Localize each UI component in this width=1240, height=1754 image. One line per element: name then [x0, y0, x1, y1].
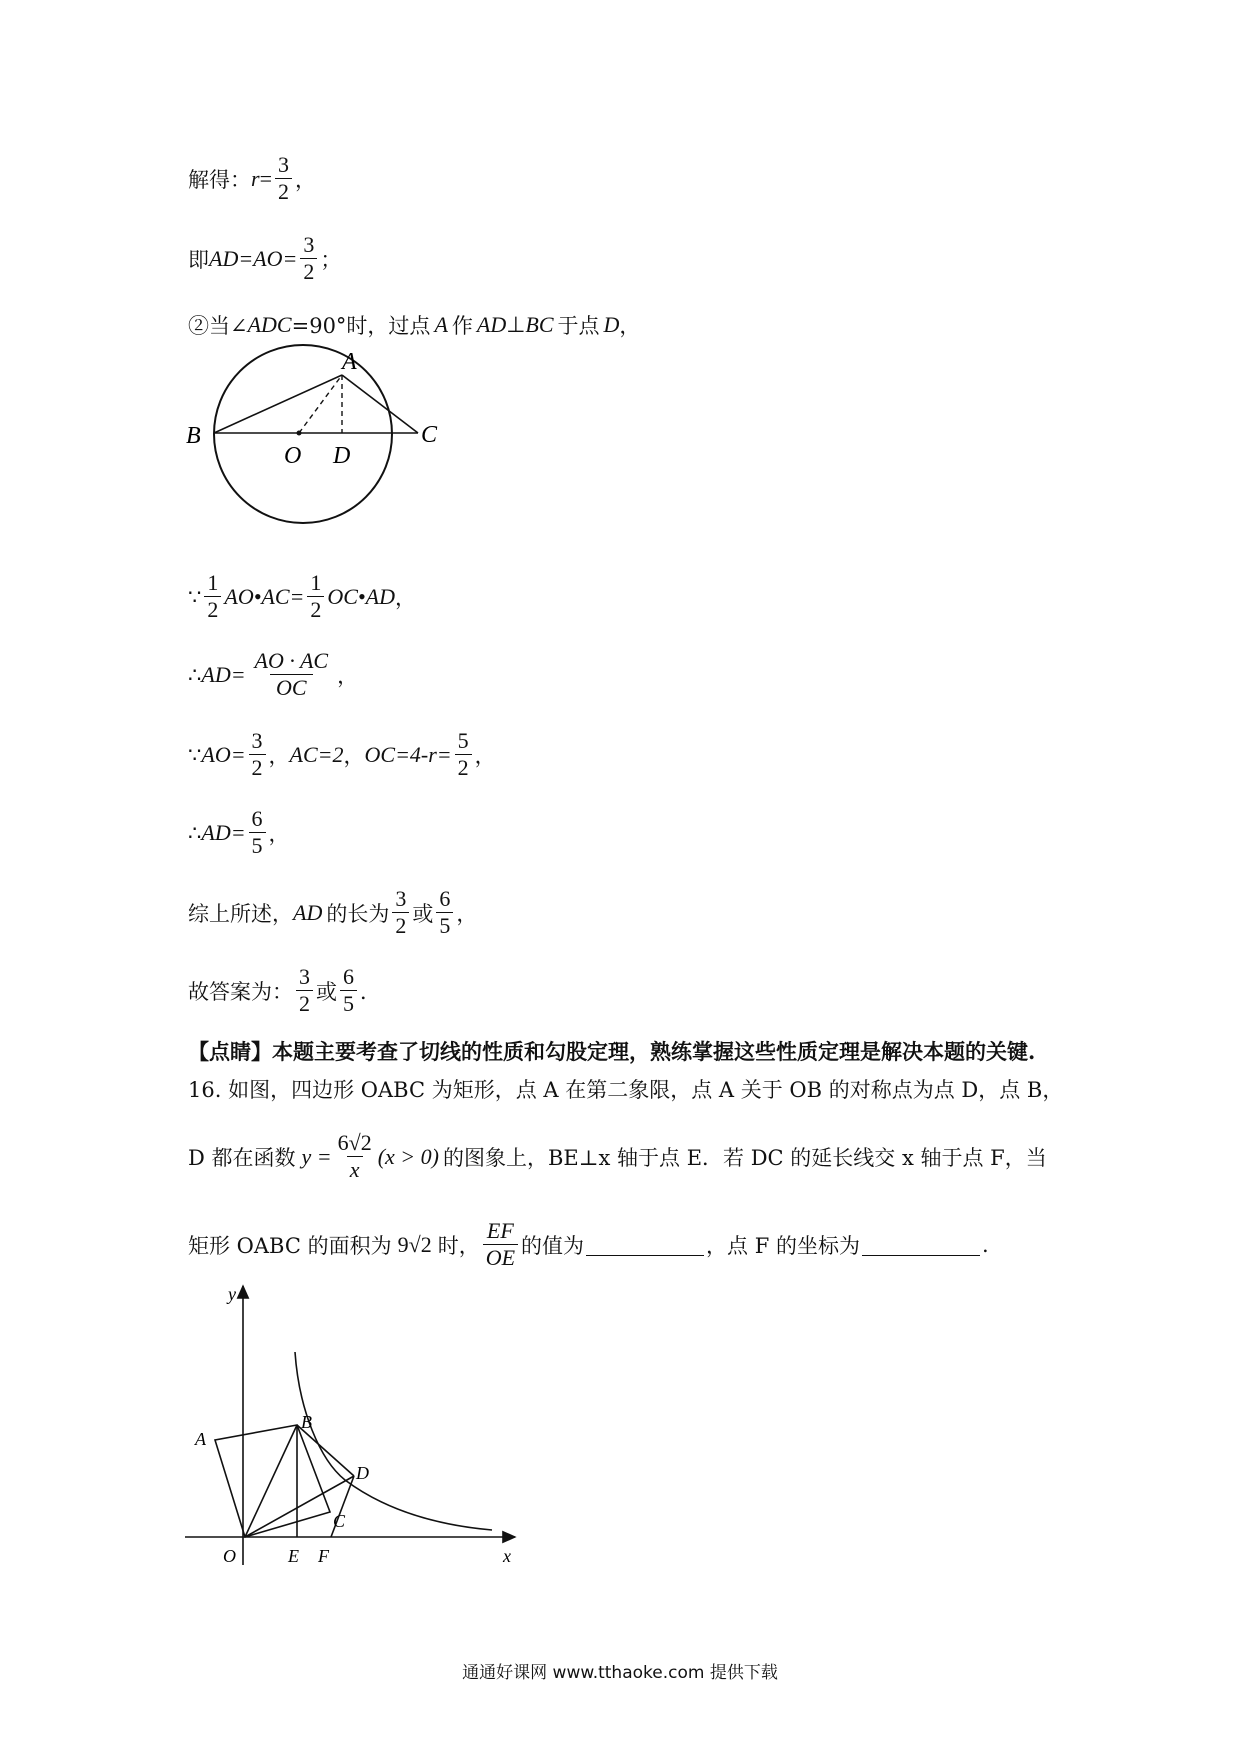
answer-line: 故答案为： $\frac{3}{2}$ 或 $\frac{6}{5}$ ．: [188, 964, 381, 1016]
question-16-line-2: D 都在函数 y = $\frac{6√2}{x}$ (x > 0) 的图象上，BE⊥x 轴于点 E．若 DC 的延长线交 x 轴于点 F，当: [188, 1130, 1047, 1182]
label-C: C: [421, 422, 438, 448]
rectangle-hyperbola-figure: [185, 1280, 525, 1570]
label-y: y: [228, 1284, 236, 1304]
var-r: r: [251, 165, 260, 191]
equation-3: ∵ AO= $\frac{3}{2}$ ， AC=2 ， OC=4-r= $\frac{5}{2}$ ，: [188, 728, 496, 780]
label-O: O: [223, 1546, 236, 1566]
label-E: E: [288, 1546, 299, 1566]
segment-OA-dashed: [299, 375, 342, 433]
solution-line-3: ②当∠ ADC =90°时，过点 A 作 AD ⊥ BC 于点 D ，: [188, 312, 641, 338]
segment-OB: [245, 1425, 297, 1537]
summary-line: 综上所述， AD 的长为 $\frac{3}{2}$ 或 $\frac{6}{5}$ ，: [188, 886, 478, 938]
center-dot: [297, 431, 302, 436]
hyperbola-curve: [295, 1352, 492, 1530]
label-C: C: [333, 1511, 346, 1531]
key-point-text: 本题主要考查了切线的性质和勾股定理，熟练掌握这些性质定理是解决本题的关键.: [272, 1039, 1036, 1064]
equation-2: ∴ AD= $\frac{AO \cdot AC}{OC}$ ，: [188, 648, 359, 700]
key-point-note: [188, 1036, 1035, 1066]
equation-4: ∴ AD= $\frac{6}{5}$ ，: [188, 806, 290, 858]
solution-line-2: 即 AD=AO= $\frac{3}{2}$ ；: [188, 232, 342, 284]
segment-BA: [214, 375, 342, 433]
solution-line-1: 解得： r = $\frac{3}{2}$ ，: [188, 152, 316, 204]
segment-AC: [342, 375, 418, 433]
label-B: B: [186, 423, 201, 449]
label-D: D: [333, 443, 351, 469]
function-fraction: $\frac{6√2}{x}$: [337, 1130, 372, 1182]
label-x: x: [503, 1546, 511, 1566]
question-16-line-1: 16. 如图，四边形 OABC 为矩形，点 A 在第二象限，点 A 关于 OB 的对称点为点 D，点 B，: [188, 1078, 1064, 1102]
text: 解得：: [188, 167, 251, 192]
rectangle-OABC: [215, 1425, 330, 1537]
answer-blank-2[interactable]: [862, 1233, 980, 1256]
label-A: A: [195, 1429, 206, 1449]
fraction: $\frac{3}{2}$: [275, 152, 292, 205]
circle: [214, 345, 392, 523]
question-16-line-3: 矩形 OABC 的面积为 9√2 时， $\frac{EF}{OE}$ 的值为 ，点 F 的坐标为 .: [188, 1218, 989, 1270]
label-D: D: [356, 1463, 369, 1483]
circle-figure: [186, 345, 450, 535]
fraction: $\frac{3}{2}$: [300, 232, 317, 285]
label-F: F: [318, 1546, 329, 1566]
label-A: A: [342, 349, 357, 375]
label-B: B: [301, 1412, 312, 1432]
equation-1: ∵ $\frac{1}{2}$ AO•AC= $\frac{1}{2}$ OC•AD ，: [188, 570, 416, 622]
key-point-label: 【点睛】: [188, 1039, 272, 1064]
segment-BD: [297, 1425, 354, 1476]
label-O: O: [284, 443, 302, 469]
answer-blank-1[interactable]: [586, 1233, 704, 1256]
eq: =: [259, 165, 272, 191]
page-footer: 通通好课网 www.tthaoke.com 提供下载: [462, 1663, 778, 1683]
